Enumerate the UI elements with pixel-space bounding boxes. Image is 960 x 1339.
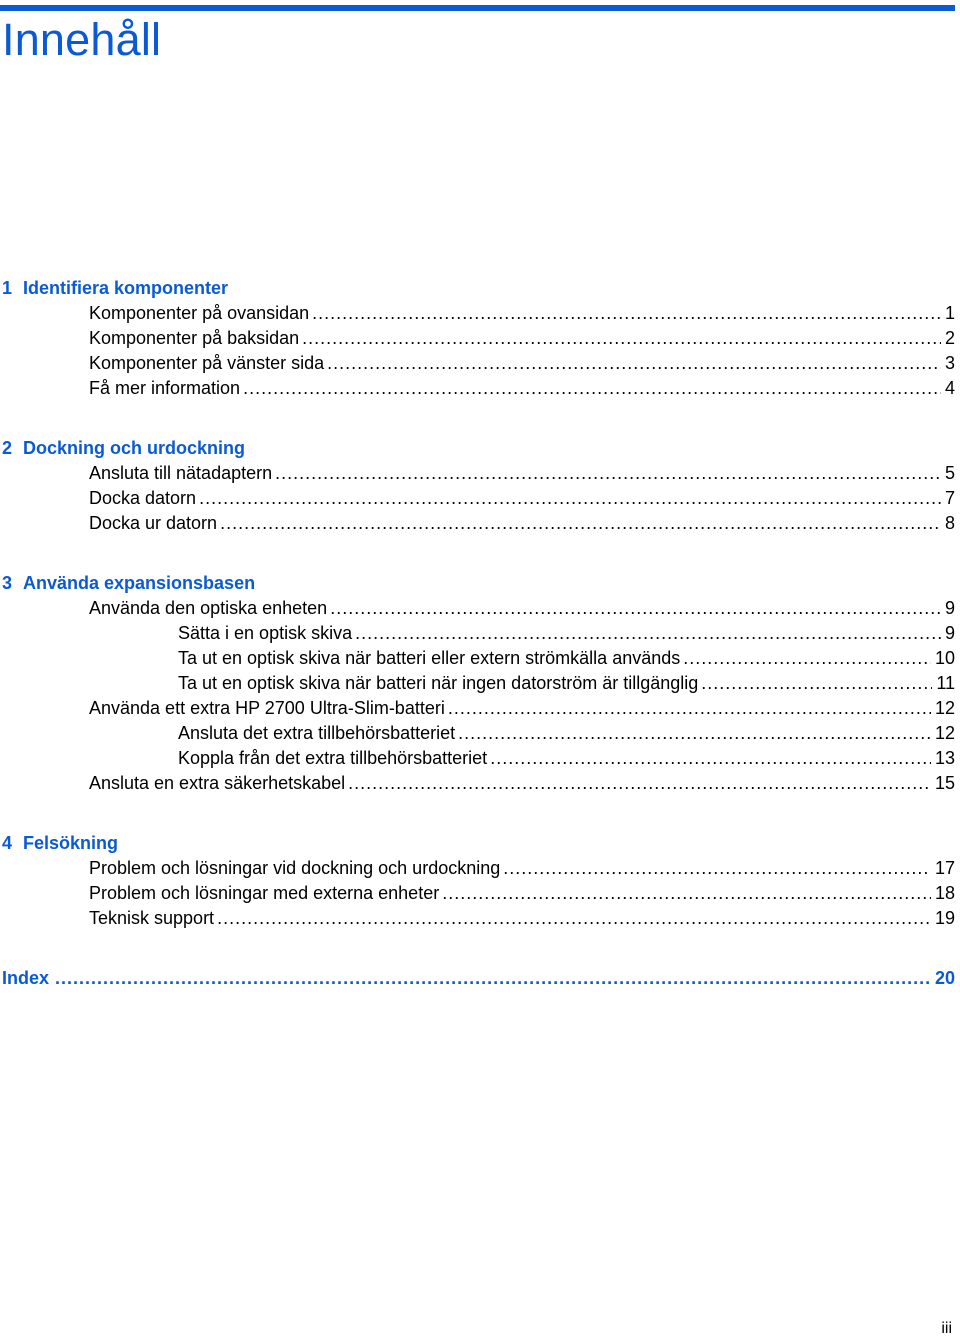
page-title: Innehåll (2, 14, 162, 65)
dot-leader (503, 856, 931, 881)
toc-entry-link[interactable] (0, 376, 955, 401)
toc-entry-link[interactable] (0, 696, 955, 721)
toc-entry-label: Komponenter på baksidan (89, 328, 300, 348)
toc-entry-page: 18 (934, 883, 955, 903)
dot-leader (199, 486, 941, 511)
toc-entry-label: Problem och lösningar med externa enheter (89, 883, 440, 903)
toc-entry-link[interactable] (0, 856, 955, 881)
index-link[interactable] (0, 966, 955, 991)
toc-entry-page: 9 (944, 598, 955, 618)
toc-entry-page: 8 (944, 513, 955, 533)
toc-entry-link[interactable] (0, 486, 955, 511)
chapter-number: 1 (2, 278, 13, 298)
dot-leader (275, 461, 941, 486)
toc-entry-label: Teknisk support (89, 908, 215, 928)
toc-entry-link[interactable] (0, 596, 955, 621)
dot-leader (490, 746, 931, 771)
toc-entry-link[interactable] (0, 771, 955, 796)
toc-chapter (0, 831, 955, 931)
dot-leader (243, 376, 941, 401)
dot-leader (348, 771, 931, 796)
toc-entry-page: 17 (934, 858, 955, 878)
toc-entry-label: Sätta i en optisk skiva (178, 623, 353, 643)
toc-entry-page: 19 (934, 908, 955, 928)
toc-entry-link[interactable] (0, 461, 955, 486)
toc-entry-link[interactable] (0, 351, 955, 376)
chapter-number: 3 (2, 573, 13, 593)
toc-chapter (0, 436, 955, 536)
chapter-number: 4 (2, 833, 13, 853)
toc-entry-link[interactable] (0, 511, 955, 536)
toc-entry-page: 1 (944, 303, 955, 323)
dot-leader (217, 906, 931, 931)
toc-entry-page: 4 (944, 378, 955, 398)
chapter-number: 2 (2, 438, 13, 458)
dot-leader (220, 511, 941, 536)
index-label: Index (2, 968, 50, 988)
toc-entry-link[interactable] (0, 721, 955, 746)
toc-entry-label: Använda den optiska enheten (89, 598, 328, 618)
toc-chapter (0, 276, 955, 401)
chapter-heading-link[interactable] (0, 571, 955, 596)
dot-leader (701, 671, 932, 696)
toc-entry-label: Komponenter på ovansidan (89, 303, 310, 323)
toc-entry-label: Ta ut en optisk skiva när batteri när ingen datorström är tillgänglig (178, 673, 699, 693)
toc-entry-link[interactable] (0, 881, 955, 906)
toc-entry-label: Få mer information (89, 378, 241, 398)
toc-entry-label: Ansluta till nätadaptern (89, 463, 273, 483)
toc-entry-link[interactable] (0, 906, 955, 931)
toc-entry-label: Docka ur datorn (89, 513, 218, 533)
toc-entry-label: Koppla från det extra tillbehörsbatteriet (178, 748, 488, 768)
table-of-contents (0, 276, 955, 991)
header-rule (0, 5, 955, 11)
toc-entry-link[interactable] (0, 646, 955, 671)
toc-entry-page: 3 (944, 353, 955, 373)
toc-entry-link[interactable] (0, 326, 955, 351)
dot-leader (327, 351, 941, 376)
chapter-title: Dockning och urdockning (23, 438, 246, 458)
dot-leader (458, 721, 931, 746)
toc-entry-label: Komponenter på vänster sida (89, 353, 325, 373)
page-number: iii (941, 1320, 952, 1337)
toc-entry-label: Problem och lösningar vid dockning och urdockning (89, 858, 501, 878)
toc-entry-label: Ansluta en extra säkerhetskabel (89, 773, 346, 793)
toc-entry-page: 12 (934, 723, 955, 743)
toc-entry-page: 9 (944, 623, 955, 643)
toc-chapter (0, 571, 955, 796)
chapter-heading-link[interactable] (0, 276, 955, 301)
toc-entry-label: Docka datorn (89, 488, 197, 508)
toc-entry-link[interactable] (0, 746, 955, 771)
chapter-heading-link[interactable] (0, 831, 955, 856)
dot-leader (683, 646, 931, 671)
dot-leader (442, 881, 931, 906)
toc-entry-page: 5 (944, 463, 955, 483)
toc-entry-page: 12 (934, 698, 955, 718)
toc-entry-page: 10 (934, 648, 955, 668)
dot-leader (448, 696, 931, 721)
toc-entry-link[interactable] (0, 671, 955, 696)
toc-entry-label: Använda ett extra HP 2700 Ultra-Slim-batteri (89, 698, 445, 718)
toc-entry-label: Ansluta det extra tillbehörsbatteriet (178, 723, 456, 743)
chapter-title: Använda expansionsbasen (23, 573, 256, 593)
index-page: 20 (934, 968, 955, 988)
toc-entry-page: 11 (936, 673, 955, 693)
dot-leader (355, 621, 941, 646)
toc-entry-link[interactable] (0, 301, 955, 326)
dot-leader (312, 301, 941, 326)
toc-entry-label: Ta ut en optisk skiva när batteri eller extern strömkälla används (178, 648, 681, 668)
chapter-heading-link[interactable] (0, 436, 955, 461)
toc-entry-link[interactable] (0, 621, 955, 646)
dot-leader (55, 966, 931, 991)
chapter-title: Felsökning (23, 833, 119, 853)
chapter-title: Identifiera komponenter (23, 278, 229, 298)
dot-leader (302, 326, 941, 351)
dot-leader (330, 596, 941, 621)
toc-entry-page: 15 (934, 773, 955, 793)
toc-entry-page: 13 (934, 748, 955, 768)
toc-entry-page: 2 (944, 328, 955, 348)
toc-entry-page: 7 (944, 488, 955, 508)
